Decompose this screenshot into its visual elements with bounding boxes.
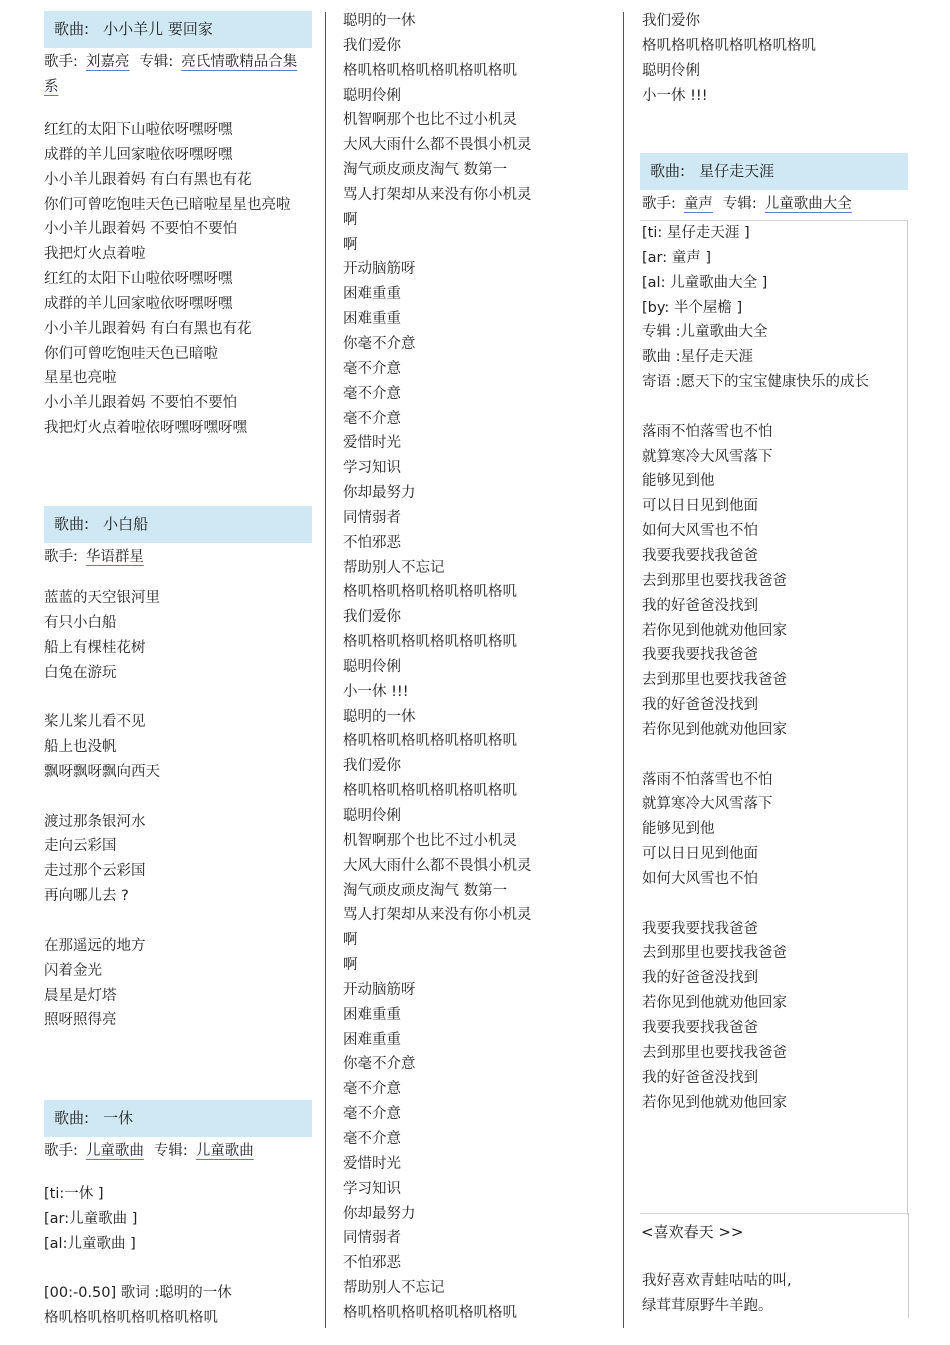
lyric-line: 格叽格叽格叽格叽格叽格叽 (343, 733, 517, 750)
song-meta (44, 50, 306, 100)
song-block-xingzai (640, 153, 908, 1215)
song-label: 歌曲: (54, 1109, 90, 1127)
lyric-line: 格叽格叽格叽格叽格叽格叽 (343, 62, 517, 79)
lyric-line: 聪明的一休 (343, 708, 416, 725)
singer-label: 歌手: (642, 196, 676, 212)
lyric-line: 你却最努力 (343, 1205, 416, 1222)
blank-line (44, 909, 312, 934)
lyric-line: 聪明伶俐 (343, 658, 401, 675)
lyric-line: 有只小白船 (44, 614, 117, 631)
song-title: 一休 (103, 1109, 134, 1127)
lyric-line: 毫不介意 (343, 1106, 401, 1123)
lyric-line: 若你见到他就劝他回家 (642, 721, 787, 738)
song-block-xiaobaichuan (44, 506, 312, 1033)
lyric-line: 格叽格叽格叽格叽格叽格叽 (343, 634, 517, 651)
lyric-line: 啊 (343, 236, 358, 253)
lyric-line: 我的好爸爸没找到 (642, 697, 758, 714)
blank-line (642, 743, 907, 768)
lyric-line: 成群的羊儿回家啦依呀嘿呀嘿 (44, 295, 233, 312)
song-label: 歌曲: (54, 515, 90, 533)
lyric-line: 不怕邪恶 (343, 1255, 401, 1272)
lyric-line: 聪明伶俐 (343, 808, 401, 824)
lyric-line: [ar:儿童歌曲 ] (44, 1210, 138, 1227)
singer-label: 歌手: (44, 1143, 78, 1159)
lyric-line: 船上有棵桂花树 (44, 639, 146, 656)
lyric-line: 骂人打架却从来没有你小机灵 (343, 186, 532, 203)
lyric-line: 若你见到他就劝他回家 (642, 622, 787, 639)
lyrics (640, 1244, 908, 1319)
lyric-line: 渡过那条银河水 (44, 813, 146, 830)
lyric-line: 落雨不怕落雪也不怕 (642, 423, 773, 440)
lyric-line: 格叽格叽格叽格叽格叽格叽 (343, 1304, 517, 1321)
lyric-line: [al:儿童歌曲 ] (44, 1235, 136, 1252)
lyric-line: [ar: 童声 ] (642, 249, 712, 266)
lyric-line: 如何大风雪也不怕 (642, 523, 758, 540)
lyric-line: 啊 (343, 211, 358, 228)
album-link[interactable]: 儿童歌曲大全 (764, 196, 852, 212)
singer-label: 歌手: (44, 54, 78, 70)
lyric-line: 格叽格叽格叽格叽格叽格叽 (44, 1310, 218, 1327)
lyric-line: 星星也亮啦 (44, 370, 117, 387)
lyric-line: 开动脑筋呀 (343, 981, 416, 998)
lyric-line: 小一休 !!! (642, 87, 708, 104)
lyric-line: 小一休 !!! (343, 683, 409, 700)
lyrics-box (640, 220, 908, 1215)
lyric-line: 你毫不介意 (343, 1056, 416, 1073)
lyric-line: 机智啊那个也比不过小机灵 (343, 832, 517, 849)
song-meta (44, 545, 312, 570)
lyric-line: 聪明伶俐 (642, 62, 700, 79)
lyric-line: 就算寒冷大风雪落下 (642, 796, 773, 813)
song-block-xihuanchuntian (640, 1213, 909, 1318)
lyric-line: 能够见到他 (642, 473, 715, 490)
song-title: 星仔走天涯 (699, 162, 775, 180)
lyric-line: 小小羊儿跟着妈 不要怕不要怕 (44, 221, 238, 238)
lyric-line: 格叽格叽格叽格叽格叽格叽 (642, 37, 816, 54)
lyric-line: 毫不介意 (343, 1081, 401, 1098)
album-label: 专辑: (153, 1143, 188, 1159)
lyric-line: [al: 儿童歌曲大全 ] (642, 274, 768, 291)
lyrics (640, 221, 907, 1115)
lyric-line: 困难重重 (343, 1031, 401, 1048)
lyric-line: 我的好爸爸没找到 (642, 1069, 758, 1086)
lyric-line: 我要我要找我爸爸 (642, 920, 758, 937)
lyric-line: 我要我要找我爸爸 (642, 647, 758, 664)
lyric-line: [by: 半个屋檐 ] (642, 299, 743, 316)
lyric-line: 红红的太阳下山啦依呀嘿呀嘿 (44, 122, 233, 138)
lyric-line: 再向哪儿去 ? (44, 888, 129, 905)
lyric-line: 去到那里也要找我爸爸 (642, 945, 787, 962)
lyric-line: 啊 (343, 932, 358, 949)
lyric-line: 我的好爸爸没找到 (642, 597, 758, 614)
lyric-line: 机智啊那个也比不过小机灵 (343, 112, 517, 129)
lyric-line: 格叽格叽格叽格叽格叽格叽 (343, 584, 517, 601)
lyric-line: 我好喜欢青蛙咕咕的叫, (642, 1272, 792, 1289)
lyric-line: 我把灯火点着啦依呀嘿呀嘿呀嘿 (44, 420, 247, 437)
lyric-line: 飘呀飘呀飘向西天 (44, 763, 160, 780)
lyric-line: 寄语 :愿天下的宝宝健康快乐的成长 (642, 374, 869, 391)
lyric-line: 学习知识 (343, 1180, 401, 1197)
lyric-line: [ti: 星仔走天涯 ] (642, 225, 750, 241)
album-label: 专辑: (139, 54, 174, 70)
lyric-line: 毫不介意 (343, 410, 401, 427)
lyric-line: 聪明的一休 (343, 13, 416, 29)
song-label: 歌曲: (54, 20, 90, 38)
lyric-line: 船上也没帆 (44, 739, 117, 756)
lyric-line: 困难重重 (343, 1006, 401, 1023)
lyric-line: 小小羊儿跟着妈 有白有黑也有花 (44, 320, 252, 337)
lyric-line: 不怕邪恶 (343, 534, 401, 551)
lyric-line: 成群的羊儿回家啦依呀嘿呀嘿 (44, 146, 233, 163)
lyric-line: 落雨不怕落雪也不怕 (642, 771, 773, 788)
column-divider-left (325, 12, 326, 1328)
lyric-line: 在那遥远的地方 (44, 937, 146, 954)
album-link[interactable]: 儿童歌曲 (195, 1143, 254, 1159)
song-block-xiaoxiaoyanger (44, 11, 312, 441)
lyric-line: 我们爱你 (343, 609, 401, 626)
lyric-line: 可以日日见到他面 (642, 846, 758, 863)
lyric-line: [00:-0.50] 歌词 :聪明的一休 (44, 1285, 232, 1302)
blank-line (642, 1244, 908, 1269)
lyric-line: 我们爱你 (343, 37, 401, 54)
blank-line (642, 892, 907, 917)
lyric-line: 开动脑筋呀 (343, 261, 416, 278)
lyric-line: 去到那里也要找我爸爸 (642, 1044, 787, 1061)
lyric-line: [ti:一休 ] (44, 1186, 104, 1202)
lyric-line: 我要我要找我爸爸 (642, 1020, 758, 1036)
lyric-line: 淘气顽皮顽皮淘气 数第一 (343, 882, 508, 899)
lyric-line: 能够见到他 (642, 821, 715, 838)
lyric-line: 大风大雨什么都不畏惧小机灵 (343, 137, 532, 154)
lyric-line: 桨儿桨儿看不见 (44, 714, 146, 731)
lyric-line: 大风大雨什么都不畏惧小机灵 (343, 857, 532, 874)
lyrics-continued (642, 9, 908, 108)
lyric-line: 毫不介意 (343, 1130, 401, 1147)
singer-link[interactable]: 童声 (683, 196, 713, 212)
lyrics-continued (343, 9, 613, 1326)
song-title: 小白船 (103, 515, 149, 533)
blank-line (44, 1257, 312, 1282)
lyric-line: 去到那里也要找我爸爸 (642, 572, 787, 589)
song-label: 歌曲: (650, 162, 686, 180)
lyric-line: 毫不介意 (343, 385, 401, 402)
lyrics (44, 586, 312, 1033)
song-title-header (44, 506, 312, 543)
lyric-line: 我们爱你 (642, 13, 700, 29)
lyric-line: 我们爱你 (343, 758, 401, 775)
lyric-line: 帮助别人不忘记 (343, 559, 445, 576)
blank-line (642, 395, 907, 420)
lyric-line: 歌曲 :星仔走天涯 (642, 349, 753, 366)
lyric-line: 红红的太阳下山啦依呀嘿呀嘿 (44, 271, 233, 288)
singer-link[interactable]: 刘嘉亮 (85, 54, 130, 70)
lyric-line: 淘气顽皮顽皮淘气 数第一 (343, 162, 508, 179)
song-title-header (44, 1100, 312, 1137)
lyric-line: 学习知识 (343, 460, 401, 477)
lyric-line: 同情弱者 (343, 509, 401, 526)
lyric-line: 你们可曾吃饱哇天色已暗啦 (44, 345, 218, 362)
lyric-line: 爱惜时光 (343, 1155, 401, 1172)
lyric-line: 你们可曾吃饱哇天色已暗啦星星也亮啦 (44, 196, 291, 213)
lyric-line: 走过那个云彩国 (44, 863, 146, 880)
lyric-line: 你毫不介意 (343, 335, 416, 352)
lyric-line: 困难重重 (343, 311, 401, 328)
lyric-line: 若你见到他就劝他回家 (642, 1094, 787, 1111)
lyric-line: 同情弱者 (343, 1230, 401, 1247)
song-meta (44, 1139, 312, 1164)
lyrics (44, 118, 312, 441)
lyric-line: 啊 (343, 957, 358, 974)
singer-label: 歌手: (44, 549, 78, 565)
column-divider-right (623, 12, 624, 1328)
lyric-line: 去到那里也要找我爸爸 (642, 672, 787, 689)
blank-line (44, 785, 312, 810)
lyric-line: 困难重重 (343, 286, 401, 303)
lyric-line: 照呀照得亮 (44, 1012, 117, 1029)
lyric-line: 小小羊儿跟着妈 有白有黑也有花 (44, 171, 252, 188)
album-label: 专辑: (722, 196, 757, 212)
song-block-yixiu (44, 1100, 312, 1331)
lyric-line: 若你见到他就劝他回家 (642, 995, 787, 1012)
song-meta (640, 192, 908, 217)
lyric-line: 骂人打架却从来没有你小机灵 (343, 907, 532, 924)
lyric-line: 爱惜时光 (343, 435, 401, 452)
album-link[interactable]: 亮氏情歌精品合集系 (44, 54, 298, 95)
lyric-line: 就算寒冷大风雪落下 (642, 448, 773, 465)
lyric-line: 如何大风雪也不怕 (642, 870, 758, 887)
lyric-line: 晨星是灯塔 (44, 987, 117, 1004)
lyric-line: 可以日日见到他面 (642, 498, 758, 515)
lyric-line: 格叽格叽格叽格叽格叽格叽 (343, 783, 517, 800)
lyric-line: 绿茸茸原野牛羊跑。 (642, 1297, 773, 1314)
song-title-header (44, 11, 312, 48)
lyric-line: 白兔在游玩 (44, 664, 117, 681)
lyrics (44, 1182, 312, 1331)
lyric-line: 我要我要找我爸爸 (642, 547, 758, 564)
lyric-line: 我的好爸爸没找到 (642, 970, 758, 987)
blank-line (44, 685, 312, 710)
lyric-line: 小小羊儿跟着妈 不要怕不要怕 (44, 395, 238, 412)
lyric-line: 闪着金光 (44, 962, 102, 979)
singer-link[interactable]: 华语群星 (85, 549, 144, 565)
song-title: 小小羊儿 要回家 (103, 20, 213, 38)
lyric-line: 专辑 :儿童歌曲大全 (642, 324, 768, 341)
singer-link[interactable]: 儿童歌曲 (85, 1143, 144, 1159)
lyric-line: 走向云彩国 (44, 838, 117, 855)
lyric-line: 帮助别人不忘记 (343, 1280, 445, 1297)
lyric-line: 蓝蓝的天空银河里 (44, 590, 160, 606)
lyric-line: 你却最努力 (343, 485, 416, 502)
lyric-line: 聪明伶俐 (343, 87, 401, 104)
song-title: <喜欢春天 >> (641, 1223, 744, 1241)
song-title-header (640, 153, 908, 190)
lyric-line: 我把灯火点着啦 (44, 246, 146, 263)
lyric-line: 毫不介意 (343, 360, 401, 377)
